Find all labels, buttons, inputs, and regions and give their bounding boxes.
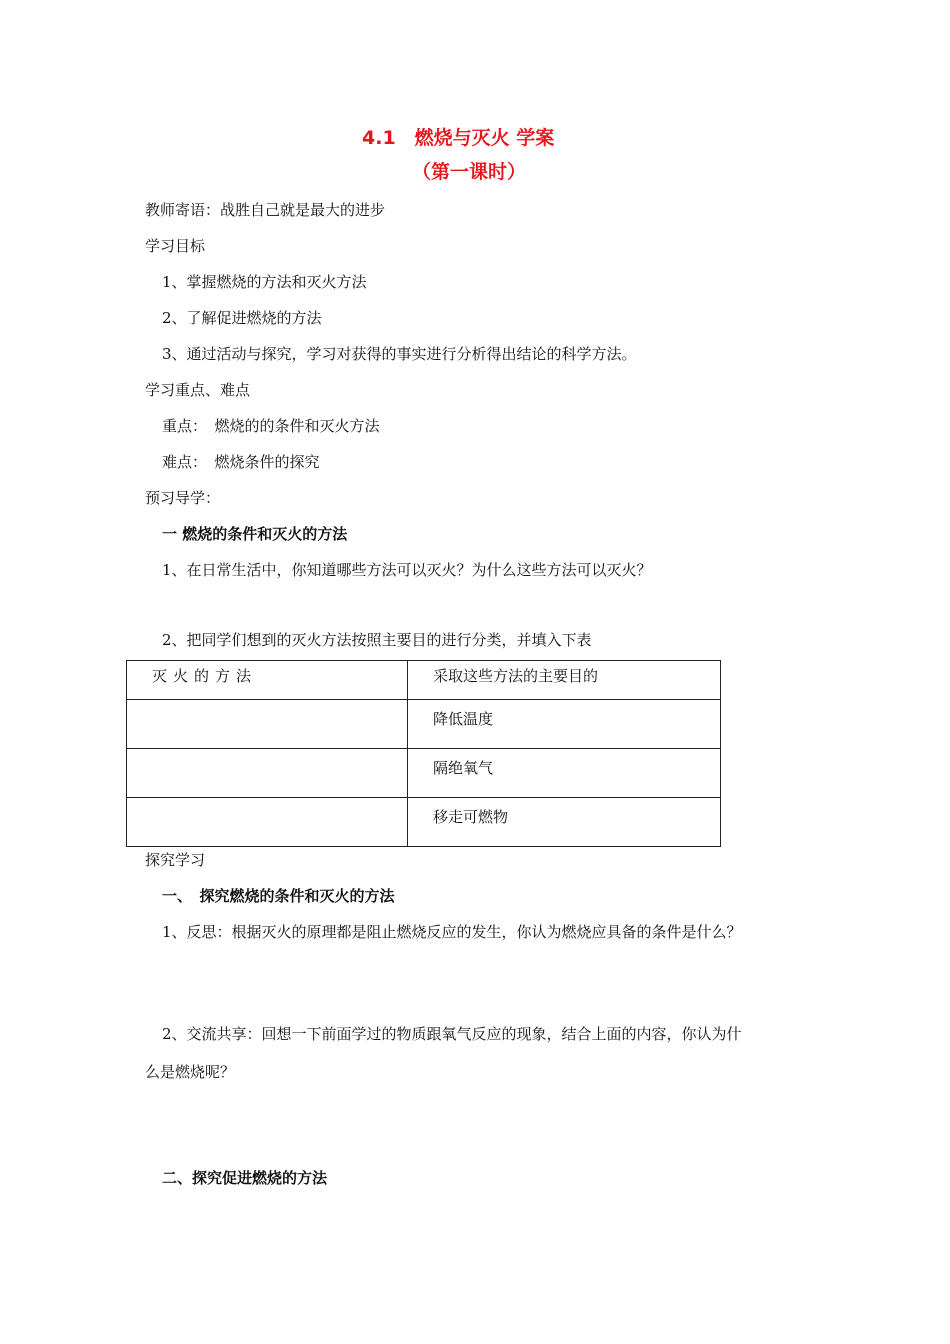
preview-question-1: 1、在日常生活中，你知道哪些方法可以灭火？为什么这些方法可以灭火？ — [162, 561, 652, 579]
teacher-message: 教师寄语：战胜自己就是最大的进步 — [145, 201, 386, 219]
table-cell-method-blank — [127, 749, 408, 798]
preview-question-2: 2、把同学们想到的灭火方法按照主要目的进行分类，并填入下表 — [162, 631, 592, 649]
key-point-focus: 重点： 燃烧的的条件和灭火方法 — [162, 417, 380, 435]
explore-section-1: 一、 探究燃烧的条件和灭火的方法 — [162, 887, 395, 905]
objective-item-1: 1、掌握燃烧的方法和灭火方法 — [162, 273, 367, 291]
key-point-difficulty: 难点： 燃烧条件的探究 — [162, 453, 320, 471]
table-cell-purpose: 隔绝氧气 — [408, 749, 721, 798]
table-cell-purpose: 降低温度 — [408, 700, 721, 749]
explore-question-2-line-2: 么是燃烧呢？ — [145, 1063, 236, 1081]
explore-section-2: 二、探究促进燃烧的方法 — [162, 1169, 328, 1187]
explore-heading: 探究学习 — [145, 851, 206, 869]
table-cell-method-blank — [127, 798, 408, 847]
objective-item-3: 3、通过活动与探究，学习对获得的事实进行分析得出结论的科学方法。 — [162, 345, 637, 363]
explore-question-2-line-1: 2、交流共享：回想一下前面学过的物质跟氧气反应的现象，结合上面的内容，你认为什 — [162, 1025, 742, 1043]
table-header-method: 灭火的方法 — [127, 661, 408, 700]
table-row — [127, 798, 721, 847]
extinguish-methods-table — [126, 660, 721, 847]
document-subtitle: （第一课时） — [412, 161, 527, 183]
table-cell-method-blank — [127, 700, 408, 749]
document-title: 4.1 燃烧与灭火 学案 — [362, 127, 555, 149]
table-cell-purpose: 移走可燃物 — [408, 798, 721, 847]
table-header-purpose: 采取这些方法的主要目的 — [408, 661, 721, 700]
explore-question-1: 1、反思：根据灭火的原理都是阻止燃烧反应的发生，你认为燃烧应具备的条件是什么？ — [162, 923, 742, 941]
preview-section-1: 一 燃烧的条件和灭火的方法 — [162, 525, 348, 543]
table-header-row — [127, 661, 721, 700]
table-row — [127, 749, 721, 798]
objectives-heading: 学习目标 — [145, 237, 206, 255]
key-points-heading: 学习重点、难点 — [145, 381, 251, 399]
objective-item-2: 2、了解促进燃烧的方法 — [162, 309, 322, 327]
preview-heading: 预习导学： — [145, 489, 221, 507]
table-row — [127, 700, 721, 749]
